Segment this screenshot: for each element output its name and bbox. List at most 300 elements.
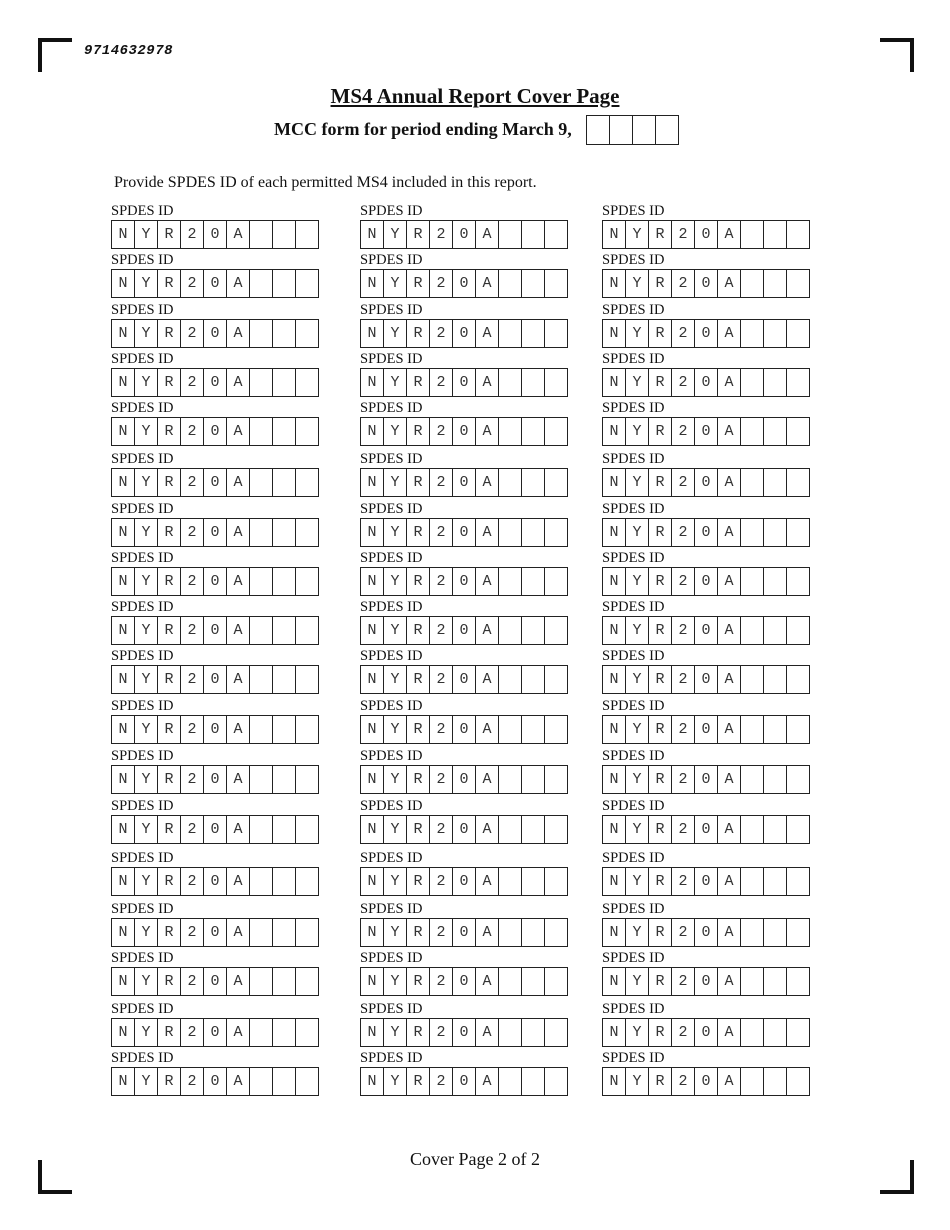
spdes-digit-box[interactable]: [764, 766, 787, 793]
spdes-digit-box[interactable]: [787, 320, 809, 347]
spdes-digit-box[interactable]: [273, 617, 296, 644]
spdes-digit-box[interactable]: [545, 320, 567, 347]
spdes-id-input[interactable]: [360, 815, 568, 844]
year-digit-box[interactable]: [633, 116, 656, 144]
spdes-prefill-char: 2: [181, 270, 204, 297]
spdes-digit-box[interactable]: [787, 1068, 809, 1095]
spdes-digit-box[interactable]: [787, 270, 809, 297]
spdes-prefill-char: A: [227, 320, 250, 347]
spdes-digit-box[interactable]: [296, 716, 318, 743]
spdes-digit-box[interactable]: [296, 418, 318, 445]
spdes-prefill-char: Y: [135, 369, 158, 396]
spdes-digit-box[interactable]: [545, 816, 567, 843]
spdes-digit-box[interactable]: [741, 469, 764, 496]
spdes-digit-box[interactable]: [741, 221, 764, 248]
spdes-digit-box[interactable]: [522, 418, 545, 445]
spdes-digit-box[interactable]: [522, 766, 545, 793]
spdes-digit-box[interactable]: [499, 968, 522, 995]
spdes-prefill-char: N: [361, 766, 384, 793]
spdes-digit-box[interactable]: [250, 816, 273, 843]
spdes-prefill-char: 2: [430, 766, 453, 793]
spdes-digit-box[interactable]: [764, 469, 787, 496]
spdes-prefill-char: A: [476, 469, 499, 496]
spdes-prefill-char: R: [158, 816, 181, 843]
spdes-prefill-char: N: [603, 666, 626, 693]
spdes-digit-box[interactable]: [545, 568, 567, 595]
spdes-digit-box[interactable]: [522, 221, 545, 248]
spdes-digit-box[interactable]: [741, 716, 764, 743]
spdes-digit-box[interactable]: [522, 469, 545, 496]
spdes-prefill-char: Y: [384, 716, 407, 743]
spdes-digit-box[interactable]: [250, 766, 273, 793]
spdes-id-input[interactable]: [602, 665, 810, 694]
spdes-id-input[interactable]: [111, 867, 319, 896]
spdes-prefill-char: 0: [453, 1068, 476, 1095]
spdes-digit-box[interactable]: [296, 766, 318, 793]
spdes-entry: [111, 748, 319, 794]
spdes-id-input[interactable]: [360, 665, 568, 694]
spdes-id-input[interactable]: [360, 468, 568, 497]
spdes-digit-box[interactable]: [296, 1068, 318, 1095]
spdes-digit-box[interactable]: [273, 320, 296, 347]
spdes-digit-box[interactable]: [250, 519, 273, 546]
spdes-entry: [360, 451, 568, 497]
spdes-prefill-char: R: [649, 666, 672, 693]
spdes-digit-box[interactable]: [787, 369, 809, 396]
spdes-digit-box[interactable]: [273, 418, 296, 445]
spdes-digit-box[interactable]: [499, 919, 522, 946]
spdes-digit-box[interactable]: [250, 270, 273, 297]
spdes-digit-box[interactable]: [764, 369, 787, 396]
spdes-digit-box[interactable]: [787, 469, 809, 496]
spdes-digit-box[interactable]: [545, 868, 567, 895]
spdes-id-input[interactable]: [602, 468, 810, 497]
spdes-digit-box[interactable]: [522, 519, 545, 546]
spdes-digit-box[interactable]: [499, 766, 522, 793]
spdes-id-label: SPDES ID: [602, 252, 665, 268]
spdes-id-input[interactable]: [602, 368, 810, 397]
page-footer: Cover Page 2 of 2: [410, 1149, 540, 1169]
spdes-prefill-char: R: [649, 919, 672, 946]
spdes-id-label: SPDES ID: [111, 400, 174, 416]
spdes-digit-box[interactable]: [499, 868, 522, 895]
spdes-digit-box[interactable]: [545, 919, 567, 946]
spdes-digit-box[interactable]: [250, 320, 273, 347]
spdes-prefill-char: A: [227, 369, 250, 396]
spdes-id-input[interactable]: [360, 765, 568, 794]
spdes-digit-box[interactable]: [499, 1019, 522, 1046]
spdes-digit-box[interactable]: [273, 868, 296, 895]
spdes-prefill-char: R: [158, 666, 181, 693]
spdes-digit-box[interactable]: [296, 369, 318, 396]
spdes-digit-box[interactable]: [787, 617, 809, 644]
spdes-digit-box[interactable]: [741, 1019, 764, 1046]
spdes-prefill-char: 2: [672, 868, 695, 895]
spdes-digit-box[interactable]: [273, 469, 296, 496]
spdes-id-input[interactable]: [360, 867, 568, 896]
spdes-id-input[interactable]: [360, 616, 568, 645]
spdes-digit-box[interactable]: [499, 221, 522, 248]
spdes-prefill-char: Y: [135, 766, 158, 793]
spdes-id-label: SPDES ID: [602, 451, 665, 467]
spdes-id-input[interactable]: [360, 715, 568, 744]
spdes-prefill-char: A: [718, 369, 741, 396]
spdes-prefill-char: R: [407, 519, 430, 546]
spdes-entry: [360, 748, 568, 794]
spdes-digit-box[interactable]: [741, 1068, 764, 1095]
spdes-id-input[interactable]: [360, 368, 568, 397]
spdes-entry: [602, 950, 810, 996]
spdes-digit-box[interactable]: [499, 666, 522, 693]
spdes-id-input[interactable]: [602, 1067, 810, 1096]
spdes-id-input[interactable]: [111, 967, 319, 996]
spdes-digit-box[interactable]: [764, 568, 787, 595]
spdes-id-input[interactable]: [360, 918, 568, 947]
spdes-prefill-char: A: [227, 716, 250, 743]
spdes-digit-box[interactable]: [741, 369, 764, 396]
spdes-digit-box[interactable]: [764, 666, 787, 693]
spdes-prefill-char: 2: [181, 716, 204, 743]
spdes-digit-box[interactable]: [250, 1068, 273, 1095]
spdes-digit-box[interactable]: [250, 919, 273, 946]
spdes-digit-box[interactable]: [522, 617, 545, 644]
spdes-digit-box[interactable]: [522, 868, 545, 895]
spdes-prefill-char: 0: [204, 868, 227, 895]
spdes-digit-box[interactable]: [250, 568, 273, 595]
spdes-prefill-char: 2: [430, 519, 453, 546]
spdes-digit-box[interactable]: [296, 270, 318, 297]
spdes-digit-box[interactable]: [250, 617, 273, 644]
spdes-id-input[interactable]: [111, 567, 319, 596]
spdes-id-input[interactable]: [602, 319, 810, 348]
spdes-digit-box[interactable]: [296, 320, 318, 347]
spdes-id-input[interactable]: [111, 1018, 319, 1047]
spdes-prefill-char: 2: [672, 519, 695, 546]
spdes-digit-box[interactable]: [741, 868, 764, 895]
spdes-digit-box[interactable]: [522, 320, 545, 347]
spdes-digit-box[interactable]: [741, 568, 764, 595]
spdes-id-input[interactable]: [111, 715, 319, 744]
spdes-prefill-char: N: [361, 1019, 384, 1046]
spdes-id-input[interactable]: [360, 1067, 568, 1096]
spdes-digit-box[interactable]: [522, 1019, 545, 1046]
spdes-id-input[interactable]: [602, 417, 810, 446]
spdes-digit-box[interactable]: [787, 1019, 809, 1046]
spdes-digit-box[interactable]: [250, 666, 273, 693]
spdes-prefill-char: 2: [672, 1019, 695, 1046]
spdes-digit-box[interactable]: [787, 519, 809, 546]
spdes-digit-box[interactable]: [764, 617, 787, 644]
spdes-digit-box[interactable]: [545, 270, 567, 297]
year-digit-box[interactable]: [587, 116, 610, 144]
spdes-prefill-char: R: [649, 270, 672, 297]
spdes-digit-box[interactable]: [273, 568, 296, 595]
spdes-digit-box[interactable]: [273, 369, 296, 396]
spdes-id-input[interactable]: [602, 967, 810, 996]
spdes-id-input[interactable]: [111, 417, 319, 446]
spdes-prefill-char: N: [361, 617, 384, 644]
spdes-digit-box[interactable]: [764, 868, 787, 895]
spdes-digit-box[interactable]: [764, 1068, 787, 1095]
spdes-digit-box[interactable]: [296, 617, 318, 644]
spdes-digit-box[interactable]: [273, 1068, 296, 1095]
spdes-id-input[interactable]: [602, 815, 810, 844]
spdes-id-input[interactable]: [602, 518, 810, 547]
spdes-digit-box[interactable]: [741, 766, 764, 793]
spdes-prefill-char: Y: [384, 1068, 407, 1095]
spdes-id-input[interactable]: [111, 918, 319, 947]
spdes-prefill-char: N: [603, 418, 626, 445]
spdes-digit-box[interactable]: [787, 919, 809, 946]
spdes-prefill-char: 0: [453, 816, 476, 843]
spdes-prefill-char: A: [227, 270, 250, 297]
spdes-digit-box[interactable]: [787, 418, 809, 445]
spdes-digit-box[interactable]: [741, 270, 764, 297]
year-digit-box[interactable]: [656, 116, 678, 144]
spdes-id-input[interactable]: [602, 269, 810, 298]
spdes-digit-box[interactable]: [522, 816, 545, 843]
spdes-digit-box[interactable]: [273, 1019, 296, 1046]
spdes-digit-box[interactable]: [296, 816, 318, 843]
spdes-entry: [111, 798, 319, 844]
spdes-digit-box[interactable]: [787, 221, 809, 248]
spdes-id-input[interactable]: [111, 765, 319, 794]
spdes-prefill-char: N: [603, 270, 626, 297]
spdes-digit-box[interactable]: [545, 716, 567, 743]
spdes-digit-box[interactable]: [545, 968, 567, 995]
spdes-id-label: SPDES ID: [111, 1001, 174, 1017]
spdes-prefill-char: R: [407, 968, 430, 995]
spdes-digit-box[interactable]: [250, 868, 273, 895]
spdes-entry: [360, 901, 568, 947]
spdes-digit-box[interactable]: [764, 418, 787, 445]
spdes-id-input[interactable]: [111, 815, 319, 844]
spdes-id-input[interactable]: [360, 567, 568, 596]
spdes-digit-box[interactable]: [522, 1068, 545, 1095]
spdes-id-input[interactable]: [360, 1018, 568, 1047]
spdes-id-label: SPDES ID: [360, 302, 423, 318]
spdes-id-input[interactable]: [360, 417, 568, 446]
spdes-digit-box[interactable]: [764, 1019, 787, 1046]
spdes-digit-box[interactable]: [296, 221, 318, 248]
spdes-digit-box[interactable]: [545, 617, 567, 644]
spdes-digit-box[interactable]: [764, 519, 787, 546]
spdes-digit-box[interactable]: [499, 1068, 522, 1095]
spdes-entry: [111, 501, 319, 547]
spdes-prefill-char: R: [649, 968, 672, 995]
spdes-id-input[interactable]: [602, 1018, 810, 1047]
spdes-digit-box[interactable]: [273, 519, 296, 546]
spdes-prefill-char: Y: [135, 617, 158, 644]
spdes-digit-box[interactable]: [250, 716, 273, 743]
spdes-digit-box[interactable]: [764, 968, 787, 995]
spdes-digit-box[interactable]: [741, 617, 764, 644]
spdes-id-input[interactable]: [111, 319, 319, 348]
spdes-digit-box[interactable]: [499, 369, 522, 396]
spdes-digit-box[interactable]: [545, 1068, 567, 1095]
spdes-id-input[interactable]: [602, 616, 810, 645]
spdes-digit-box[interactable]: [273, 716, 296, 743]
spdes-digit-box[interactable]: [296, 868, 318, 895]
spdes-digit-box[interactable]: [499, 418, 522, 445]
spdes-id-input[interactable]: [111, 665, 319, 694]
spdes-digit-box[interactable]: [787, 766, 809, 793]
spdes-digit-box[interactable]: [499, 568, 522, 595]
spdes-id-input[interactable]: [360, 220, 568, 249]
corner-mark-top-right: [880, 38, 914, 72]
spdes-prefill-char: R: [649, 1019, 672, 1046]
spdes-id-input[interactable]: [111, 1067, 319, 1096]
spdes-prefill-char: Y: [135, 1068, 158, 1095]
spdes-id-label: SPDES ID: [360, 950, 423, 966]
spdes-id-input[interactable]: [602, 567, 810, 596]
spdes-digit-box[interactable]: [273, 968, 296, 995]
spdes-prefill-char: N: [112, 968, 135, 995]
spdes-id-label: SPDES ID: [602, 501, 665, 517]
spdes-digit-box[interactable]: [273, 919, 296, 946]
spdes-digit-box[interactable]: [787, 568, 809, 595]
spdes-prefill-char: A: [718, 568, 741, 595]
spdes-id-input[interactable]: [602, 918, 810, 947]
spdes-digit-box[interactable]: [273, 666, 296, 693]
spdes-digit-box[interactable]: [250, 418, 273, 445]
spdes-digit-box[interactable]: [545, 766, 567, 793]
spdes-digit-box[interactable]: [499, 716, 522, 743]
spdes-id-input[interactable]: [360, 269, 568, 298]
spdes-prefill-char: N: [361, 369, 384, 396]
spdes-digit-box[interactable]: [545, 369, 567, 396]
spdes-id-label: SPDES ID: [111, 798, 174, 814]
spdes-prefill-char: A: [227, 666, 250, 693]
spdes-id-label: SPDES ID: [602, 203, 665, 219]
spdes-digit-box[interactable]: [787, 666, 809, 693]
spdes-prefill-char: 2: [181, 919, 204, 946]
spdes-prefill-char: 2: [430, 666, 453, 693]
spdes-id-input[interactable]: [360, 967, 568, 996]
spdes-id-input[interactable]: [602, 220, 810, 249]
spdes-digit-box[interactable]: [545, 221, 567, 248]
spdes-digit-box[interactable]: [764, 270, 787, 297]
spdes-digit-box[interactable]: [741, 919, 764, 946]
spdes-id-input[interactable]: [111, 220, 319, 249]
spdes-digit-box[interactable]: [250, 968, 273, 995]
spdes-prefill-char: A: [718, 816, 741, 843]
spdes-digit-box[interactable]: [499, 320, 522, 347]
spdes-digit-box[interactable]: [296, 519, 318, 546]
spdes-entry: [360, 302, 568, 348]
spdes-prefill-char: A: [227, 1019, 250, 1046]
spdes-digit-box[interactable]: [522, 968, 545, 995]
spdes-digit-box[interactable]: [764, 919, 787, 946]
spdes-digit-box[interactable]: [741, 968, 764, 995]
spdes-id-input[interactable]: [360, 319, 568, 348]
spdes-digit-box[interactable]: [273, 270, 296, 297]
spdes-digit-box[interactable]: [250, 469, 273, 496]
spdes-prefill-char: N: [361, 968, 384, 995]
spdes-digit-box[interactable]: [250, 221, 273, 248]
spdes-id-label: SPDES ID: [602, 351, 665, 367]
spdes-prefill-char: R: [158, 716, 181, 743]
spdes-id-input[interactable]: [602, 715, 810, 744]
spdes-prefill-char: N: [361, 868, 384, 895]
spdes-prefill-char: N: [112, 666, 135, 693]
spdes-prefill-char: R: [158, 568, 181, 595]
spdes-digit-box[interactable]: [499, 617, 522, 644]
spdes-digit-box[interactable]: [273, 221, 296, 248]
spdes-digit-box[interactable]: [545, 1019, 567, 1046]
spdes-id-input[interactable]: [602, 765, 810, 794]
spdes-digit-box[interactable]: [741, 519, 764, 546]
spdes-id-input[interactable]: [602, 867, 810, 896]
spdes-digit-box[interactable]: [764, 716, 787, 743]
year-digit-box[interactable]: [610, 116, 633, 144]
spdes-digit-box[interactable]: [499, 469, 522, 496]
spdes-digit-box[interactable]: [741, 666, 764, 693]
spdes-id-label: SPDES ID: [360, 351, 423, 367]
spdes-prefill-char: R: [407, 868, 430, 895]
spdes-digit-box[interactable]: [273, 816, 296, 843]
spdes-digit-box[interactable]: [296, 919, 318, 946]
spdes-digit-box[interactable]: [296, 666, 318, 693]
spdes-entry: [602, 698, 810, 744]
spdes-digit-box[interactable]: [741, 816, 764, 843]
spdes-digit-box[interactable]: [741, 418, 764, 445]
spdes-digit-box[interactable]: [522, 270, 545, 297]
spdes-digit-box[interactable]: [499, 270, 522, 297]
spdes-digit-box[interactable]: [545, 519, 567, 546]
spdes-digit-box[interactable]: [522, 716, 545, 743]
spdes-digit-box[interactable]: [250, 1019, 273, 1046]
spdes-digit-box[interactable]: [741, 320, 764, 347]
spdes-prefill-char: 0: [695, 1019, 718, 1046]
spdes-digit-box[interactable]: [545, 469, 567, 496]
spdes-digit-box[interactable]: [787, 968, 809, 995]
spdes-digit-box[interactable]: [787, 816, 809, 843]
spdes-digit-box[interactable]: [545, 666, 567, 693]
spdes-prefill-char: A: [476, 1019, 499, 1046]
spdes-digit-box[interactable]: [522, 666, 545, 693]
spdes-id-input[interactable]: [111, 616, 319, 645]
spdes-digit-box[interactable]: [764, 816, 787, 843]
spdes-digit-box[interactable]: [296, 469, 318, 496]
spdes-digit-box[interactable]: [522, 919, 545, 946]
spdes-digit-box[interactable]: [296, 1019, 318, 1046]
spdes-digit-box[interactable]: [764, 221, 787, 248]
spdes-id-input[interactable]: [111, 518, 319, 547]
spdes-digit-box[interactable]: [764, 320, 787, 347]
spdes-id-label: SPDES ID: [111, 203, 174, 219]
spdes-id-input[interactable]: [111, 269, 319, 298]
spdes-digit-box[interactable]: [499, 519, 522, 546]
spdes-id-input[interactable]: [360, 518, 568, 547]
spdes-digit-box[interactable]: [296, 568, 318, 595]
spdes-prefill-char: 0: [204, 617, 227, 644]
spdes-digit-box[interactable]: [522, 568, 545, 595]
spdes-digit-box[interactable]: [545, 418, 567, 445]
period-year-input[interactable]: [586, 115, 679, 145]
spdes-id-input[interactable]: [111, 368, 319, 397]
spdes-digit-box[interactable]: [522, 369, 545, 396]
spdes-digit-box[interactable]: [787, 716, 809, 743]
spdes-digit-box[interactable]: [787, 868, 809, 895]
spdes-prefill-char: A: [718, 716, 741, 743]
spdes-digit-box[interactable]: [296, 968, 318, 995]
spdes-prefill-char: 0: [453, 320, 476, 347]
spdes-digit-box[interactable]: [250, 369, 273, 396]
spdes-digit-box[interactable]: [273, 766, 296, 793]
spdes-digit-box[interactable]: [499, 816, 522, 843]
spdes-id-input[interactable]: [111, 468, 319, 497]
